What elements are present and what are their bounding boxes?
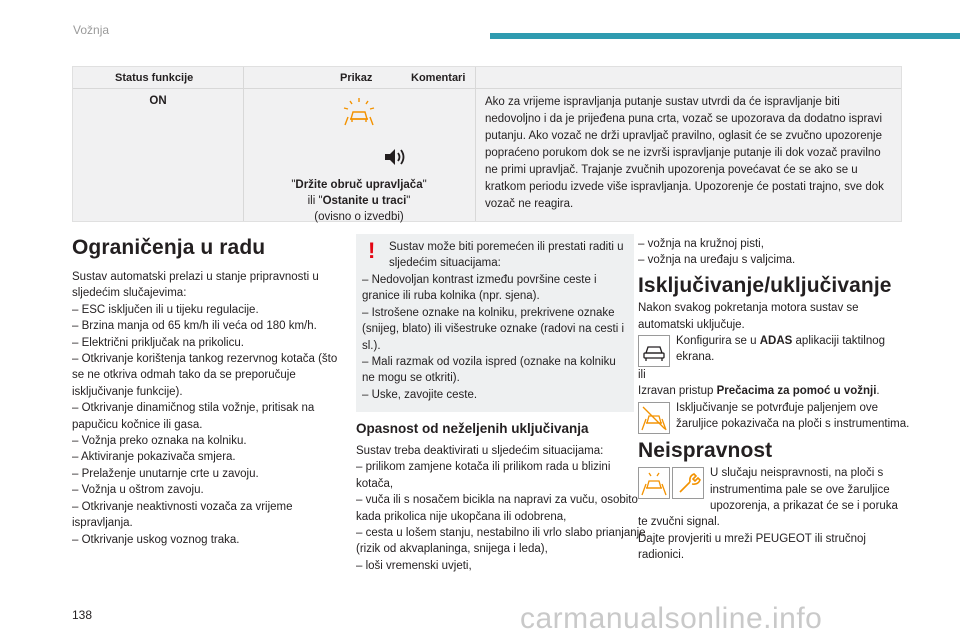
auto-activation-text: Nakon svakog pokretanja motora sustav se automatski uključuje.	[638, 302, 859, 331]
header-display: Prikaz	[340, 72, 373, 84]
confirm-row	[638, 400, 910, 434]
adas-app-name: ADAS	[759, 335, 793, 348]
configure-text-end: aplikaciji taktilnog ekrana.	[676, 335, 886, 364]
header-title: Vožnja	[73, 23, 110, 37]
header-status: Status funkcije	[115, 72, 194, 84]
version-note: (ovisno o izvedbi)	[314, 211, 404, 223]
or-text: ili	[307, 195, 316, 207]
car-config-icon	[638, 335, 670, 367]
lane-fault-warning-icon	[638, 467, 670, 499]
confirm-text: Isključivanje se potvrđuje paljenjem ove žaruljice pokazivača na ploči s instrumentima.	[676, 401, 910, 431]
direct-access-start: Izravan pristup	[638, 385, 717, 398]
page-number: 138	[72, 608, 93, 622]
fault-advice-text: Dajte provjeriti u mreži PEUGEOT ili stručnoj radionici.	[638, 532, 866, 562]
warning-box	[356, 234, 634, 412]
comment-text: Ako za vrijeme ispravljanja putanje sustav utvrdi da će ispravljanje biti nedovoljno i da je prijeđena puna crta, vozač se upozorava da dodatno ispravi putanju. Ako vozač ne drži upravljač pravilno, oglasit će se zvučno upozorenje popraćeno porukom dok se ne izvrši ispravljanje putanje ili dok vozač pravilno ne primi upravljač. Trajanje zvučnih upozorenja povećavat će se ako se u kratkom periodu izvede više ispravljanja. Upozorenje će postati trajno, sve dok vozač ne reagira.	[485, 96, 884, 210]
configure-text	[676, 335, 885, 363]
display-cell	[243, 89, 475, 223]
warning-exclamation-icon: !	[368, 238, 376, 263]
wrench-warning-icon	[672, 467, 704, 499]
watermark: carmanualsonline.info	[520, 602, 823, 635]
header-comments: Komentari	[411, 72, 466, 84]
section-title-unwanted-activation: Opasnost od neželjenih uključivanja	[356, 421, 589, 436]
or-text: ili	[638, 369, 646, 382]
direct-access-end: .	[876, 385, 880, 398]
function-status-table	[72, 66, 902, 222]
speaker-icon	[383, 147, 407, 167]
lane-warning-icon	[342, 97, 376, 127]
fault-row	[638, 465, 910, 531]
section-title-switch: Isključivanje/uključivanje	[638, 273, 892, 297]
unwanted-activation-text: Sustav treba deaktivirati u sljedećim situacijama: – prilikom zamjene kotača ili prilikom rada u blizini kotača, – vuča ili s nosačem bicikla na napravi za vuču, osobito kada prikolica nije ukopčana ili odobrena, – cesta u lošem stanju, nestabilno ili vrlo slabo prianjanje (rizik od akvaplaninga, snijega i leda), – loši vremenski uvjeti,	[356, 445, 646, 572]
limitations-section	[72, 236, 340, 548]
message-stay-in-lane: Ostanite u traci	[322, 195, 407, 207]
warning-intro: Sustav može biti poremećen ili prestati raditi u sljedećim situacijama:	[389, 241, 624, 270]
limitations-text: Sustav automatski prelazi u stanje pripravnosti u sljedećim slučajevima: – ESC isključen ili u tijeku regulacije. – Brzina manja od 65 km/h ili veća od 180 km/h. – Električni priključak na prikolicu. – Otkrivanje korištenja tankog rezervnog kotača (što se ne otkriva odmah tako da se preporučuje isključivanje funkcije). – Otkrivanje dinamičnog stila vožnje, pritisak na papučicu kočnice ili gasa. – Vožnja preko oznaka na kolniku. – Aktiviranje pokazivača smjera. – Prelaženje unutarnje crte u zavoju. – Vožnja u oštrom zavoju. – Otkrivanje neaktivnosti vozača za vrijeme ispravljanja. – Otkrivanje uskog voznog traka.	[72, 271, 338, 546]
direct-access-text	[638, 383, 910, 399]
message-hold-wheel: Držite obruč upravljača	[295, 179, 423, 191]
configure-row	[638, 333, 910, 367]
continued-list: – vožnja na kružnoj pisti, – vožnja na uređaju s valjcima.	[638, 238, 796, 267]
configure-text-start: Konfigurira se u	[676, 335, 760, 348]
right-column	[638, 236, 910, 564]
status-value: ON	[149, 95, 167, 107]
table-header	[73, 67, 901, 89]
display-caption: "Držite obruč upravljača" ili "Ostanite u traci" (ovisno o izvedbi)	[291, 179, 427, 223]
section-title-fault: Neispravnost	[638, 438, 773, 462]
table-divider	[475, 67, 476, 221]
header-accent-bar	[490, 33, 960, 39]
driving-aid-shortcuts: Prečacima za pomoć u vožnji	[716, 385, 877, 398]
fault-text: U slučaju neispravnosti, na ploči s instrumentima pale se ove žaruljice upozorenja, a prikazat će se i poruka te zvučni signal.	[638, 467, 898, 529]
lane-off-warning-lamp-icon	[638, 402, 670, 434]
section-title-limitations: Ograničenja u radu	[72, 236, 266, 259]
warning-list: – Nedovoljan kontrast između površine ceste i granice ili ruba kolnika (npr. sjena). – Istrošene oznake na kolniku, prekrivene oznake (snijeg, blato) ili višestruke oznake (radovi na cesti i sl.). – Mali razmak od vozila ispred (oznake na kolniku ne mogu se otkriti). – Uske, zavojite ceste.	[362, 274, 625, 401]
